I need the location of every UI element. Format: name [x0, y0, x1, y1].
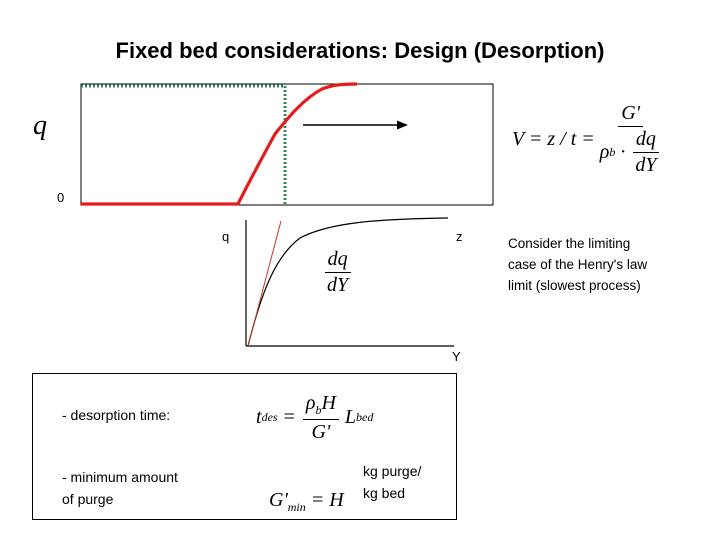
bed-length-symbol: L — [344, 406, 357, 429]
desorption-numerator — [303, 392, 339, 420]
velocity-eq-denominator — [597, 127, 665, 177]
zero-label: 0 — [57, 190, 65, 205]
initial-slope-tangent — [248, 221, 281, 346]
min-purge-line-1: - minimum amount — [62, 469, 178, 485]
desorption-time-label: - desorption time: — [62, 407, 171, 423]
arrow-head-icon — [397, 121, 408, 130]
desorption-fraction — [303, 392, 339, 444]
equals-sign: = — [283, 406, 295, 429]
min-purge-equation — [259, 466, 344, 515]
purge-unit-line-2: kg bed — [363, 485, 406, 501]
dot-operator: · — [615, 141, 631, 163]
rho-subscript: b — [315, 403, 322, 417]
min-purge-line-2: of purge — [62, 491, 114, 507]
min-purge-label — [62, 466, 178, 510]
note-line-1: Consider the limiting — [508, 236, 631, 251]
rho-subscript: b — [609, 144, 616, 159]
desorption-denominator: G' — [311, 420, 331, 443]
desorption-profile-curve — [81, 84, 357, 204]
q-axis-label: q — [33, 110, 47, 141]
isotherm-z-label: z — [456, 229, 463, 244]
dq-numerator: dq — [633, 128, 659, 153]
note-line-2: case of the Henry's law — [508, 257, 648, 272]
velocity-eq-lhs: V = z / t = — [512, 128, 595, 150]
velocity-eq-numerator: G' — [618, 102, 643, 127]
velocity-equation — [512, 102, 666, 177]
dq-dY-fraction — [632, 128, 659, 177]
purge-unit-line-1: kg purge/ — [363, 463, 422, 479]
desorption-time-equation — [256, 392, 373, 444]
bed-length-subscript: bed — [356, 410, 374, 425]
slope-numerator: dq — [325, 248, 351, 273]
slope-denominator: dY — [327, 274, 349, 296]
g-prime-symbol: G' — [269, 489, 288, 511]
page-title: Fixed bed considerations: Design (Desorption) — [115, 38, 605, 63]
isotherm-q-label: q — [222, 229, 230, 244]
velocity-eq-fraction — [597, 102, 665, 177]
rho-symbol: ρ — [305, 392, 316, 414]
profile-chart-frame — [81, 84, 493, 205]
henry-limit-note — [508, 233, 647, 296]
t-subscript: des — [261, 410, 278, 425]
min-purge-rhs: = H — [305, 489, 344, 511]
dY-denominator: dY — [635, 154, 657, 176]
purge-unit — [363, 460, 421, 504]
equilibrium-front-line — [81, 86, 285, 205]
henry-constant: H — [321, 392, 336, 414]
isotherm-slope-fraction — [322, 248, 353, 297]
min-subscript: min — [287, 500, 306, 514]
t-symbol: t — [256, 406, 262, 429]
isotherm-y-axis-label: Y — [452, 349, 461, 364]
rho-symbol: ρ — [599, 141, 610, 163]
note-line-3: limit (slowest process) — [508, 278, 641, 293]
